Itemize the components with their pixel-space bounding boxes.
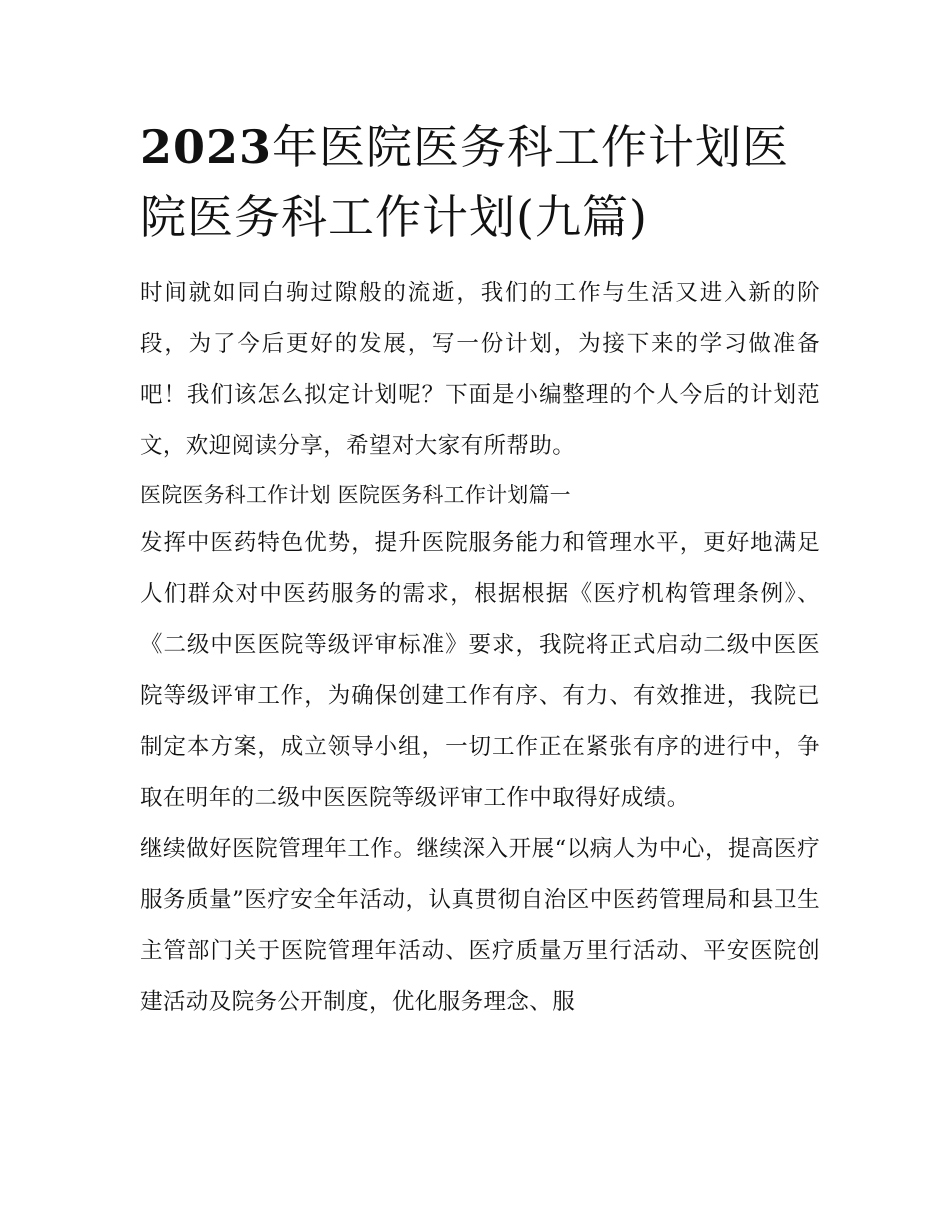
title-year: 2023 (140, 120, 273, 174)
intro-paragraph: 时间就如同白驹过隙般的流逝，我们的工作与生活又进入新的阶段，为了今后更好的发展，写一份计划，为接下来的学习做准备吧！我们该怎么拟定计划呢？下面是小编整理的个人今后的计划范文，欢迎阅读分享，希望对大家有所帮助。 (140, 280, 820, 459)
document-title (140, 112, 820, 252)
document-body (140, 112, 820, 1028)
title-text: 年医院医务科工作计划医院医务科工作计划(九篇) (140, 120, 790, 244)
section-heading: 医院医务科工作计划 医院医务科工作计划篇一 (140, 483, 571, 507)
body-paragraph-1: 发挥中医药特色优势，提升医院服务能力和管理水平，更好地满足人们群众对中医药服务的需求，根据根据《医疗机构管理条例》、《二级中医医院等级评审标准》要求，我院将正式启动二级中医医院等级评审工作，为确保创建工作有序、有力、有效推进，我院已制定本方案，成立领导小组，一切工作正在紧张有序的进行中，争取在明年的二级中医医院等级评审工作中取得好成绩。 (140, 530, 820, 811)
body-paragraph-2: 继续做好医院管理年工作。继续深入开展“以病人为中心，提高医疗服务质量”医疗安全年活动，认真贯彻自治区中医药管理局和县卫生主管部门关于医院管理年活动、医疗质量万里行活动、平安医院创建活动及院务公开制度，优化服务理念、服 (140, 836, 820, 1015)
